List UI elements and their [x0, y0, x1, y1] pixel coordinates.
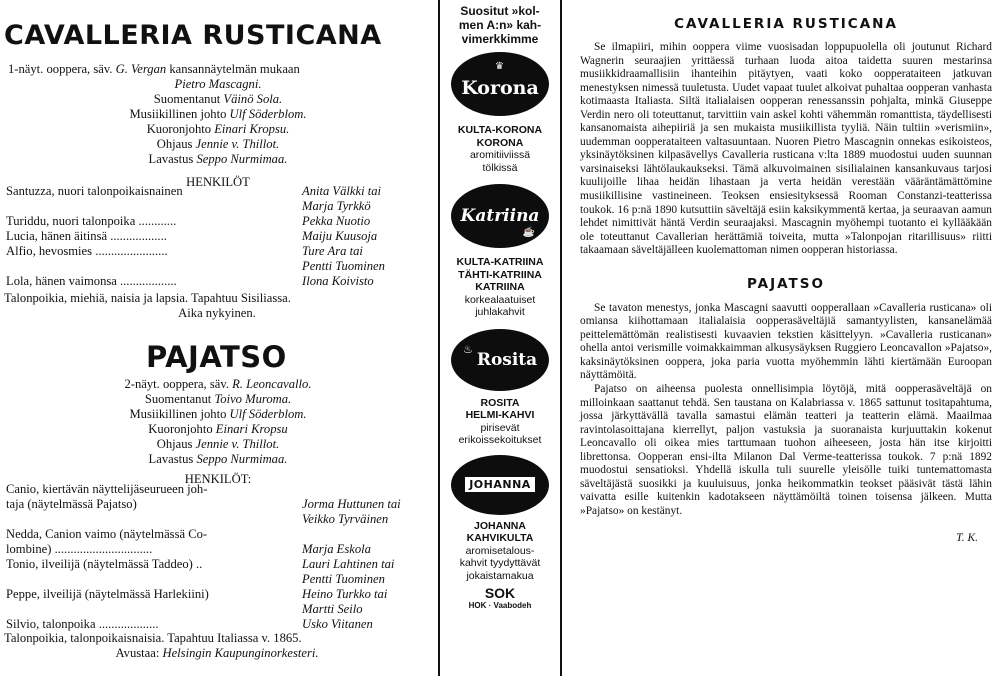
cast-actor: Anita Välkki tai [302, 184, 382, 198]
cast-role: Canio, kiertävän näyttelijäseurueen joh- [6, 482, 208, 496]
cast-actor: Marja Tyrkkö [302, 199, 371, 213]
article-cavalleria-title: CAVALLERIA RUSTICANA [674, 16, 898, 32]
credit-label: Musiikillinen johto [129, 407, 230, 421]
cavalleria-info [8, 62, 428, 190]
credit-line [8, 107, 428, 122]
cavalleria-footer [4, 291, 430, 321]
credit-name: Seppo Nurmimaa. [196, 152, 288, 166]
credit-name: Väinö Sola. [223, 92, 283, 106]
credit-line [8, 122, 428, 137]
cavalleria-intro: 1-näyt. ooppera, säv. G. Vergan kansannäytelmän mukaan [8, 62, 300, 76]
cast-row [0, 617, 430, 632]
article-pajatso-title: PAJATSO [747, 275, 825, 292]
article-pajatso-body [580, 302, 992, 519]
cast-role: Lola, hänen vaimonsa .................. [6, 274, 177, 288]
credit-label: Suomentanut [144, 392, 215, 406]
cast-actor: Marja Eskola [302, 542, 371, 556]
credit-label: Musiikillinen johto [129, 107, 230, 121]
cast-row [0, 512, 430, 527]
cast-row [0, 199, 430, 214]
article-paragraph: Se ilmapiiri, mihin ooppera viime vuosisadan loppupuolella oli joutunut Richard Wagnerin seuraajien yrittäessä turhaan luoda aitoa taidetta suuren mestarinsa musiikkidraamallisiin ihanteihin pitäytyen, vaati koko oopperataiteen jatkuvan menestyksen nimessä tuuletusta. Uudet vapaat tuulet alkoivat puhaltaa oopperan vanhasta kotimaasta Italiasta. Siltä italialaisen oopperan renessanssin pohjalta, minkä Giuseppe Verdin nero oli toteuttanut, tarvittiin vain askel kohti vähemmän romanttista, täydellisesti kansanomaista aihepiiriä ja sen mukaista musiikillista tyyliä. Näin tultiin »verismiin», uudemman oopperataiteen valtasuuntaan. Nuoren Pietro Mascagnin onnekas esikoisteos, yksinäytöksinen kilpasävellys Cavalleria rusticana v:lta 1889 muodostui uuden suunnan varsinaiseksi lähtölaukaukseksi. Tämä alkuvoimainen sisilialainen kansankuvaus tarjosi kuulijoille lihaa heidän lihastaan ja verta heidän verestään vääräntämättömine musiikillisine vastineineen. Teoksen ensiesityksessä Rooman Constanzi-teatterissa toukok. 16 p:nä 1890 kutsuttiin säveltäjä esiin kaksikymmentä kertaa, ja seuraavan aamun lehdet nimittivät häntä Verdin seuraajaksi. Mascagnin myöhempi tuotanto ei kyllääkään ole toteuttanut Cavallerian herättämiä toiveita, mutta »Talonpojan ritarillisuus» riitti takaamaan säveltäjälleen kuolemattoman nimen oopperan historiassa. [580, 41, 992, 257]
pajatso-footer-line: Talonpoikia, talonpoikaisnaisia. Tapahtuu Italiassa v. 1865. [4, 631, 302, 645]
cast-row [0, 542, 430, 557]
cast-role: taja (näytelmässä Pajatso) [6, 497, 137, 511]
cast-role: Turiddu, nuori talonpoika ............ [6, 214, 177, 228]
credit-name: Jennie v. Thillot. [195, 137, 280, 151]
cavalleria-footer-line-2: Aika nykyinen. [178, 306, 256, 320]
coffee-cup-icon: ☕ [522, 227, 535, 238]
johanna-logo: JOHANNA [451, 455, 549, 515]
cast-row [0, 229, 430, 244]
credit-line [8, 452, 428, 467]
cast-role: Tonio, ilveilijä (näytelmässä Taddeo) .. [6, 557, 203, 571]
article-signature: T. K. [956, 531, 978, 544]
credit-line [8, 437, 428, 452]
cast-row [0, 587, 430, 602]
article-paragraph: Pajatso on aiheensa puolesta onnellisimpia löytöjä, mitä oopperasäveltäjä on milloinkaan saattanut tehdä. Sen taustana on Kalabriassa v. 1865 sattunut tositapahtuma, jossa järkyttävällä tavalla samastui elämän teatteri ja teatterin elämä. Maailmaa ravintolasoittajana kierrellyt, paljon vastuksia ja suoranaista kurjuuttakin kokenut Leoncavallo oli oikea mies tarttumaan tuohon aiheeseen, josta hän itse kirjoitti librettonsa. Oopperan ensi-ilta Milanon Dal Verme-teatterissa toukok. 7 p:nä 1892 muodostui sensatioksi. Yhdellä iskulla tuli suurelle yleisölle tuiki tuntemattomasta säveltäjästä suosikki ja kuuluisuus, jonka heikommatkin teokset pääsivät tästä lähin vaivatta esille kuitenkin kadotakseen näyttämöiltä toinen toisensa jälkeen. Mutta »Pajatso» on kestänyt. [580, 383, 992, 517]
cast-row [0, 184, 430, 199]
credit-name: Seppo Nurmimaa. [196, 452, 288, 466]
cavalleria-title: CAVALLERIA RUSTICANA [4, 20, 382, 51]
cast-row [0, 274, 430, 289]
cast-actor: Lauri Lahtinen tai [302, 557, 395, 571]
cavalleria-composer: Pietro Mascagni. [174, 77, 262, 91]
cast-actor: Ilona Koivisto [302, 274, 374, 288]
article-paragraph: Se tavaton menestys, jonka Mascagni saavutti oopperallaan »Cavalleria rusticana» oli omiansa kiihottamaan italialaisia oopperasäveltäjiä samantyylisten, kansanelämää peittelemättömän realistisesti kuvaavien tekstien käsittelyyn. »Cavalleria rusticanan» ohella antoi verismille voimakkaimman alkusysäyksen Ruggiero Leoncavallon »Pajatso», kaksinäytöksinen ooppera, joka paria vuotta myöhemmin lähti kiertämään Euroopan näyttämöitä. [580, 301, 992, 382]
credit-line [8, 152, 428, 167]
credit-line [8, 392, 428, 407]
crown-icon: ♛ [495, 61, 505, 72]
cast-actor: Jorma Huttunen tai [302, 497, 401, 511]
cast-row [0, 482, 430, 497]
cast-actor: Maiju Kuusoja [302, 229, 378, 243]
rosita-text: ROSITA HELMI-KAHVI pirisevät erikoissekoitukset [458, 396, 542, 446]
credit-line [8, 92, 428, 107]
korona-text: KULTA-KORONA KORONA aromitiiviissä tölkissä [457, 124, 543, 174]
cast-role: lombine) ............................... [6, 542, 153, 556]
sok-brand: SOK HOK · Vaabodeh [468, 585, 532, 610]
cast-actor: Heino Turkko tai [302, 587, 388, 601]
ad-header: Suositut »kol- men A:n» kah- vimerkkimme [458, 4, 542, 46]
credit-line [8, 137, 428, 152]
credit-name: Einari Kropsu. [214, 122, 290, 136]
pajatso-credits [8, 392, 428, 467]
cast-role: Alfio, hevosmies ....................... [6, 244, 168, 258]
pajatso-assist: Avustaa: Helsingin Kaupunginorkesteri. [115, 646, 319, 660]
cast-row [0, 259, 430, 274]
article-cavalleria-body [580, 41, 992, 258]
article-column [580, 0, 992, 544]
steaming-cup-icon: ♨ [463, 343, 473, 356]
credit-name: Toivo Muroma. [214, 392, 292, 406]
credit-line [8, 422, 428, 437]
credit-label: Ohjaus [156, 137, 196, 151]
cast-row [0, 602, 430, 617]
cavalleria-persons-heading: HENKILÖT [186, 175, 250, 189]
rosita-logo: ♨ Rosita [451, 329, 549, 391]
credit-name: Einari Kropsu [215, 422, 288, 436]
cast-row [0, 214, 430, 229]
pajatso-persons-heading: HENKILÖT: [184, 472, 252, 486]
pajatso-footer [4, 631, 430, 661]
cast-role: Lucia, hänen äitinsä .................. [6, 229, 167, 243]
katriina-text: KULTA-KATRIINA TÄHTI-KATRIINA KATRIINA korkealaatuiset juhlakahvit [456, 256, 544, 318]
cast-row [0, 244, 430, 259]
cast-actor: Pentti Tuominen [302, 572, 385, 586]
cast-actor: Martti Seilo [302, 602, 363, 616]
cast-actor: Pekka Nuotio [302, 214, 371, 228]
cast-actor: Ture Ara tai [302, 244, 363, 258]
cast-role: Silvio, talonpoika ................... [6, 617, 159, 631]
cavalleria-cast-list [0, 184, 430, 289]
cast-actor: Usko Viitanen [302, 617, 373, 631]
johanna-text: JOHANNA KAHVIKULTA aromisetalous- kahvit tyydyttävät jokaistamakua [459, 519, 541, 582]
cast-row [0, 572, 430, 587]
credit-label: Lavastus [148, 452, 197, 466]
pajatso-cast-list [0, 482, 430, 632]
coffee-advertisement [438, 0, 562, 676]
cast-row [0, 497, 430, 512]
cast-row [0, 557, 430, 572]
credit-label: Suomentanut [153, 92, 224, 106]
credit-label: Kuoronjohto [146, 122, 215, 136]
credit-name: Ulf Söderblom. [229, 407, 307, 421]
cast-role: Nedda, Canion vaimo (näytelmässä Co- [6, 527, 208, 541]
katriina-logo: Katriina ☕ [451, 184, 549, 248]
cavalleria-credits [8, 92, 428, 167]
cast-actor: Veikko Tyrväinen [302, 512, 389, 526]
cast-role: Santuzza, nuori talonpoikaisnainen [6, 184, 183, 198]
credit-label: Kuoronjohto [148, 422, 216, 436]
pajatso-info [8, 377, 428, 487]
credit-line [8, 407, 428, 422]
cast-actor: Pentti Tuominen [302, 259, 385, 273]
cast-row [0, 527, 430, 542]
credit-name: Ulf Söderblom. [229, 107, 307, 121]
cavalleria-footer-line-1: Talonpoikia, miehiä, naisia ja lapsia. Tapahtuu Sisiliassa. [4, 291, 291, 305]
credit-label: Ohjaus [156, 437, 196, 451]
credit-name: Jennie v. Thillot. [195, 437, 280, 451]
korona-logo: ♛ Korona [451, 52, 549, 116]
pajatso-title: PAJATSO [146, 340, 287, 374]
cast-role: Peppe, ilveilijä (näytelmässä Harlekiini) [6, 587, 209, 601]
pajatso-intro: 2-näyt. ooppera, säv. R. Leoncavallo. [124, 377, 312, 391]
credit-label: Lavastus [148, 152, 197, 166]
